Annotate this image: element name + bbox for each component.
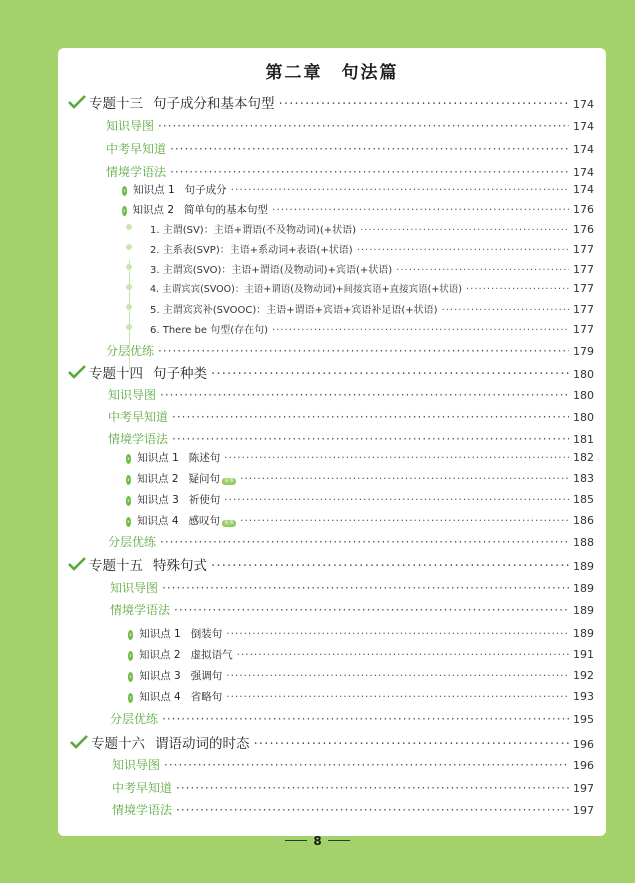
page-number: 196 xyxy=(573,759,594,772)
dot-leader xyxy=(240,515,569,527)
sub-row[interactable] xyxy=(58,163,606,180)
arrow-bullet-icon: › xyxy=(122,186,127,195)
knowledge-point-row[interactable] xyxy=(58,471,606,486)
kp-label: 知识点 1 xyxy=(133,184,175,196)
topic-label: 专题十六 xyxy=(91,736,145,752)
page-number: 181 xyxy=(573,433,594,446)
kp-name: 强调句 xyxy=(190,670,223,682)
knowledge-point-row[interactable] xyxy=(58,182,606,197)
dot-leader xyxy=(176,803,569,817)
page-number: 183 xyxy=(573,472,594,485)
dot-leader xyxy=(170,165,569,179)
page-number: 189 xyxy=(573,582,594,595)
arrow-bullet-icon: › xyxy=(129,630,133,639)
check-icon xyxy=(68,365,89,382)
sub-row[interactable] xyxy=(58,756,606,773)
check-icon xyxy=(68,557,89,574)
sub-row[interactable] xyxy=(58,386,606,403)
page-number: 192 xyxy=(573,669,594,682)
check-icon xyxy=(68,95,89,112)
topic-label: 专题十三 xyxy=(89,96,143,112)
topic-label: 专题十五 xyxy=(89,558,143,574)
item-row[interactable] xyxy=(58,241,606,256)
key-difficulty-badge: 重难 xyxy=(224,478,235,484)
page-number: 180 xyxy=(573,411,594,424)
arrow-bullet-icon: › xyxy=(129,672,133,681)
dot-leader xyxy=(240,473,569,485)
page-number: 177 xyxy=(573,323,594,336)
sub-row[interactable] xyxy=(58,601,606,618)
kp-name: 陈述句 xyxy=(188,452,221,464)
kp-name: 感叹句 xyxy=(188,515,221,527)
topic-name: 句子种类 xyxy=(153,366,207,382)
sub-row[interactable] xyxy=(58,117,606,134)
page-number: 174 xyxy=(573,120,594,133)
sub-row[interactable] xyxy=(58,533,606,550)
kp-name: 简单句的基本句型 xyxy=(184,204,269,216)
page-number: 191 xyxy=(573,648,594,661)
topic-label: 专题十四 xyxy=(89,366,143,382)
dot-leader xyxy=(226,691,569,703)
sub-label: 知识导图 xyxy=(110,581,159,595)
page-number: 180 xyxy=(573,368,594,381)
page-number: 189 xyxy=(573,560,594,573)
item-row[interactable] xyxy=(58,301,606,316)
topic-16-row[interactable] xyxy=(58,732,606,752)
page-number: 180 xyxy=(573,389,594,402)
item-row[interactable] xyxy=(58,321,606,336)
topic-13-row[interactable] xyxy=(58,92,606,112)
item-row[interactable] xyxy=(58,221,606,236)
sub-label: 分层优练 xyxy=(106,344,155,358)
knowledge-point-row[interactable] xyxy=(58,513,606,528)
arrow-bullet-icon: › xyxy=(126,517,131,526)
dot-leader xyxy=(158,344,569,358)
kp-label: 知识点 4 xyxy=(136,515,179,527)
dot-leader xyxy=(172,432,569,446)
page-footer xyxy=(0,834,635,848)
dot-leader xyxy=(226,628,569,640)
page-number: 174 xyxy=(573,143,594,156)
page-number: 188 xyxy=(573,536,594,549)
dot-leader xyxy=(211,558,569,574)
sub-row[interactable] xyxy=(58,430,606,447)
knowledge-point-row[interactable] xyxy=(58,626,606,641)
chapter-title: 第二章 句法篇 xyxy=(265,63,399,83)
kp-label: 知识点 2 xyxy=(132,204,175,216)
sub-label: 中考早知道 xyxy=(106,142,167,156)
dot-leader xyxy=(164,758,569,772)
dot-leader xyxy=(172,410,569,424)
page-number: 196 xyxy=(573,738,594,751)
kp-label: 知识点 2 xyxy=(136,473,179,485)
key-difficulty-badge: 重难 xyxy=(224,520,235,526)
item-text: 2. 主系表(SVP)：主语+系动词+表语(+状语) xyxy=(150,245,353,256)
page-number: 174 xyxy=(573,166,594,179)
dot-leader xyxy=(160,388,569,402)
page-number: 182 xyxy=(573,451,594,464)
toc-page xyxy=(58,48,606,836)
sub-label: 知识导图 xyxy=(112,758,161,772)
arrow-bullet-icon: › xyxy=(127,496,131,505)
sub-label: 知识导图 xyxy=(108,388,157,402)
sub-label: 情境学语法 xyxy=(110,603,171,617)
sub-row[interactable] xyxy=(58,801,606,818)
item-text: 4. 主谓宾宾(SVOO)：主语+谓语(及物动词)+间接宾语+直接宾语(+状语) xyxy=(150,284,462,295)
arrow-bullet-icon: › xyxy=(129,693,133,702)
topic-15-row[interactable] xyxy=(58,554,606,574)
sub-label: 情境学语法 xyxy=(108,432,169,446)
arrow-bullet-icon: › xyxy=(126,475,131,484)
dot-leader xyxy=(174,603,569,617)
dot-leader xyxy=(254,736,570,752)
dot-leader xyxy=(272,204,569,216)
page-number: 174 xyxy=(573,183,594,196)
kp-name: 句子成分 xyxy=(184,184,227,196)
dot-leader xyxy=(231,184,569,196)
sub-label: 情境学语法 xyxy=(106,165,167,179)
dot-leader xyxy=(162,712,569,726)
page-number: 176 xyxy=(573,203,594,216)
sub-row[interactable] xyxy=(58,779,606,796)
dot-leader xyxy=(160,535,569,549)
sub-row[interactable] xyxy=(58,140,606,157)
item-row[interactable] xyxy=(58,281,606,295)
dot-leader xyxy=(158,119,569,133)
kp-name: 倒装句 xyxy=(190,628,223,640)
footer-dash xyxy=(285,840,307,841)
footer-page-number: 8 xyxy=(313,834,322,848)
arrow-bullet-icon: › xyxy=(122,206,126,215)
knowledge-point-row[interactable] xyxy=(58,202,606,217)
arrow-bullet-icon: › xyxy=(128,651,133,660)
knowledge-point-row[interactable] xyxy=(58,492,606,507)
sub-label: 中考早知道 xyxy=(108,410,169,424)
dot-leader xyxy=(466,284,569,295)
topic-name: 谓语动词的时态 xyxy=(155,736,250,752)
dot-leader xyxy=(224,452,569,464)
page-number: 197 xyxy=(573,782,594,795)
knowledge-point-row[interactable] xyxy=(58,450,606,465)
knowledge-point-row[interactable] xyxy=(58,647,606,662)
page-number: 179 xyxy=(573,345,594,358)
dot-leader xyxy=(162,581,569,595)
page-number: 176 xyxy=(573,223,594,236)
dot-leader xyxy=(279,96,570,112)
page-number: 189 xyxy=(573,627,594,640)
knowledge-point-row[interactable] xyxy=(58,668,606,683)
topic-14-row[interactable] xyxy=(58,362,606,382)
sub-row[interactable] xyxy=(58,710,606,727)
topic-name: 句子成分和基本句型 xyxy=(153,96,275,112)
kp-name: 省略句 xyxy=(190,691,223,703)
dot-leader xyxy=(211,366,569,382)
page-number: 174 xyxy=(573,98,594,111)
page-number: 195 xyxy=(573,713,594,726)
check-icon xyxy=(70,735,91,752)
dot-leader xyxy=(226,670,569,682)
page-number: 186 xyxy=(573,514,594,527)
kp-name: 虚拟语气 xyxy=(190,649,233,661)
page-number: 197 xyxy=(573,804,594,817)
sub-label: 分层优练 xyxy=(110,712,159,726)
footer-dash xyxy=(328,840,350,841)
sub-label: 分层优练 xyxy=(108,535,157,549)
sub-label: 中考早知道 xyxy=(112,781,173,795)
dot-leader xyxy=(442,305,569,316)
page-number: 177 xyxy=(573,243,594,256)
sub-row[interactable] xyxy=(58,408,606,425)
dot-leader xyxy=(360,225,569,236)
sub-row[interactable] xyxy=(58,579,606,596)
arrow-bullet-icon: › xyxy=(127,454,131,463)
sub-label: 情境学语法 xyxy=(112,803,173,817)
topic-name: 特殊句式 xyxy=(153,558,207,574)
dot-leader xyxy=(176,781,569,795)
dot-leader xyxy=(357,245,569,256)
kp-name: 祈使句 xyxy=(188,494,221,506)
dot-leader xyxy=(224,494,569,506)
dot-leader xyxy=(237,649,569,661)
item-text: 5. 主谓宾宾补(SVOOC)：主语+谓语+宾语+宾语补足语(+状语) xyxy=(150,305,438,316)
kp-name: 疑问句 xyxy=(188,473,221,485)
page-number: 177 xyxy=(573,303,594,316)
page-number: 177 xyxy=(573,282,594,295)
page-number: 185 xyxy=(573,493,594,506)
item-text: 6. There be 句型(存在句) xyxy=(150,325,269,336)
item-text: 1. 主谓(SV)：主语+谓语(不及物动词)(+状语) xyxy=(150,225,357,236)
kp-label: 知识点 3 xyxy=(137,494,179,506)
knowledge-point-row[interactable] xyxy=(58,689,606,704)
dot-leader xyxy=(272,325,569,336)
page-number: 189 xyxy=(573,604,594,617)
dot-leader xyxy=(170,142,569,156)
kp-label: 知识点 1 xyxy=(139,628,181,640)
item-row[interactable] xyxy=(58,261,606,276)
sub-label: 知识导图 xyxy=(106,119,155,133)
kp-label: 知识点 4 xyxy=(139,691,181,703)
item-text: 3. 主谓宾(SVO)：主语+谓语(及物动词)+宾语(+状语) xyxy=(150,265,393,276)
kp-label: 知识点 2 xyxy=(139,649,181,661)
page-number: 177 xyxy=(573,263,594,276)
dot-leader xyxy=(396,265,569,276)
page-number: 193 xyxy=(573,690,594,703)
kp-label: 知识点 1 xyxy=(137,452,179,464)
kp-label: 知识点 3 xyxy=(139,670,181,682)
sub-row[interactable] xyxy=(58,342,606,359)
